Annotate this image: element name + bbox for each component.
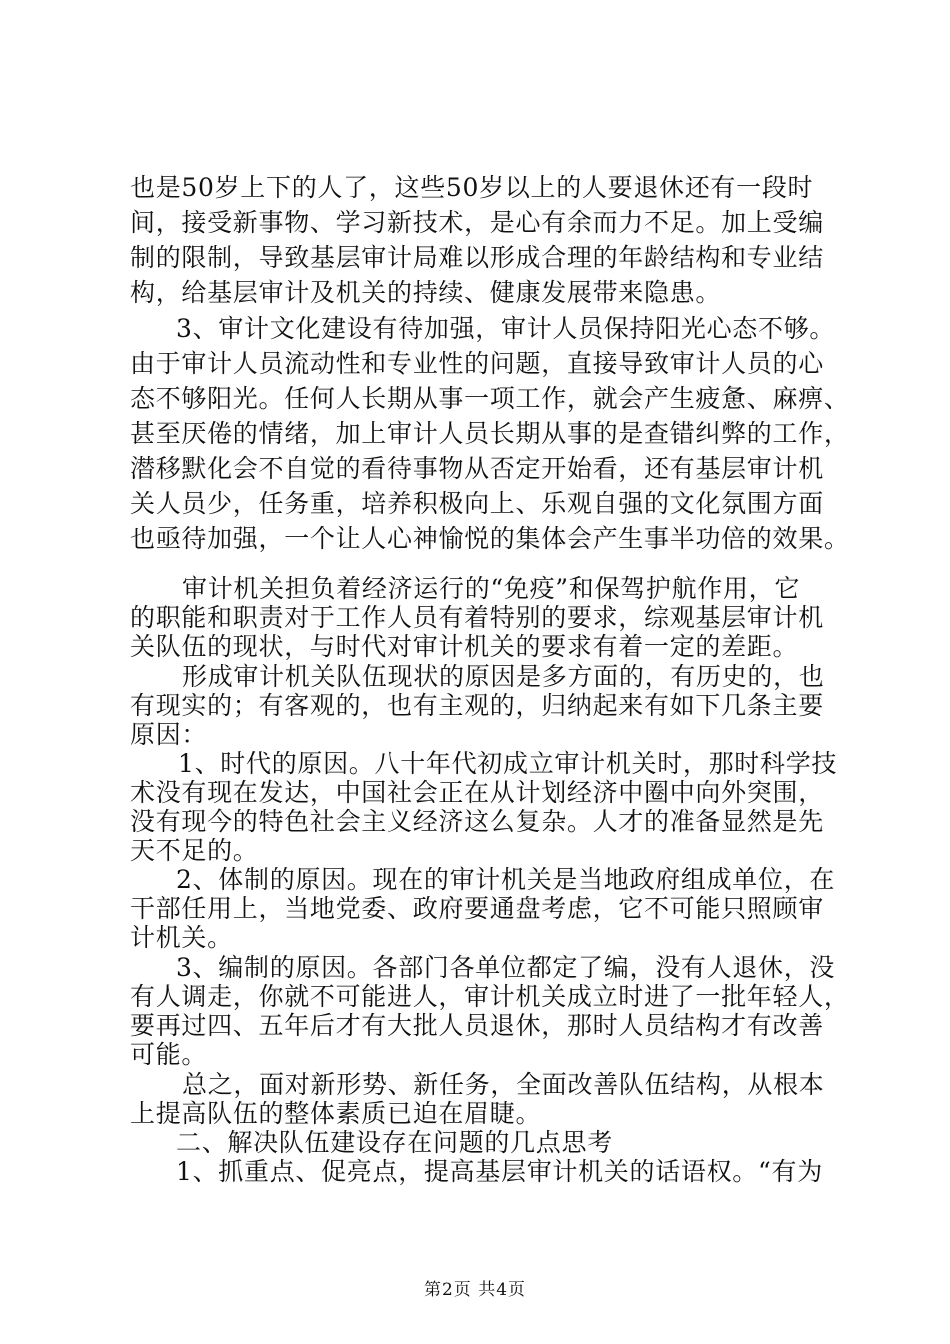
text-line: 构，给基层审计及机关的持续、健康发展带来隐患。 xyxy=(130,278,722,307)
text-line: 形成审计机关队伍现状的原因是多方面的，有历史的，也 xyxy=(182,662,825,691)
text-line: 1、抓重点、促亮点，提高基层审计机关的话语权。“有为 xyxy=(176,1157,823,1186)
text-line: 审计机关担负着经济运行的“免疫”和保驾护航作用，它 xyxy=(182,574,801,603)
text-line: 可能。 xyxy=(130,1040,208,1069)
text-line: 制的限制，导致基层审计局难以形成合理的年龄结构和专业结 xyxy=(130,243,824,272)
text-line: 关人员少，任务重，培养积极向上、乐观自强的文化氛围方面 xyxy=(130,489,824,518)
text-line: 没有现今的特色社会主义经济这么复杂。人才的准备显然是先 xyxy=(130,807,824,836)
text-line: 天不足的。 xyxy=(130,836,259,865)
page-number-footer: 第2页 共4页 xyxy=(423,1280,527,1300)
text-line: 总之，面对新形势、新任务，全面改善队伍结构，从根本 xyxy=(182,1070,825,1099)
text-line: 有现实的；有客观的，也有主观的，归纳起来有如下几条主要 xyxy=(130,691,824,720)
text-line: 有人调走，你就不可能进人，审计机关成立时进了一批年轻人， xyxy=(130,982,850,1011)
text-line: 3、编制的原因。各部门各单位都定了编，没有人退休，没 xyxy=(176,953,836,982)
text-line: 3、审计文化建设有待加强，审计人员保持阳光心态不够。 xyxy=(176,314,836,343)
text-line: 二、解决队伍建设存在问题的几点思考 xyxy=(176,1128,613,1157)
text-line: 计机关。 xyxy=(130,923,233,952)
text-line: 关队伍的现状，与时代对审计机关的要求有着一定的差距。 xyxy=(130,632,799,661)
text-line: 要再过四、五年后才有大批人员退休，那时人员结构才有改善 xyxy=(130,1011,824,1040)
text-line: 2、体制的原因。现在的审计机关是当地政府组成单位，在 xyxy=(176,865,836,894)
text-line: 的职能和职责对于工作人员有着特别的要求，综观基层审计机 xyxy=(130,603,824,632)
text-line: 也亟待加强，一个让人心神愉悦的集体会产生事半功倍的效果。 xyxy=(130,524,850,553)
text-line: 由于审计人员流动性和专业性的问题，直接导致审计人员的心 xyxy=(130,349,824,378)
text-line: 上提高队伍的整体素质已迫在眉睫。 xyxy=(130,1099,542,1128)
text-line: 甚至厌倦的情绪，加上审计人员长期从事的是查错纠弊的工作， xyxy=(130,419,850,448)
text-line: 术没有现在发达，中国社会正在从计划经济中圈中向外突围， xyxy=(130,778,824,807)
text-line: 干部任用上，当地党委、政府要通盘考虑，它不可能只照顾审 xyxy=(130,894,824,923)
text-line: 潜移默化会不自觉的看待事物从否定开始看，还有基层审计机 xyxy=(130,454,824,483)
text-line: 原因： xyxy=(130,720,208,749)
text-line: 也是50岁上下的人了，这些50岁以上的人要退休还有一段时 xyxy=(130,173,814,202)
text-line: 态不够阳光。任何人长期从事一项工作，就会产生疲惫、麻痹、 xyxy=(130,384,850,413)
text-line: 间，接受新事物、学习新技术，是心有余而力不足。加上受编 xyxy=(130,208,824,237)
text-line: 1、时代的原因。八十年代初成立审计机关时，那时科学技 xyxy=(178,749,838,778)
